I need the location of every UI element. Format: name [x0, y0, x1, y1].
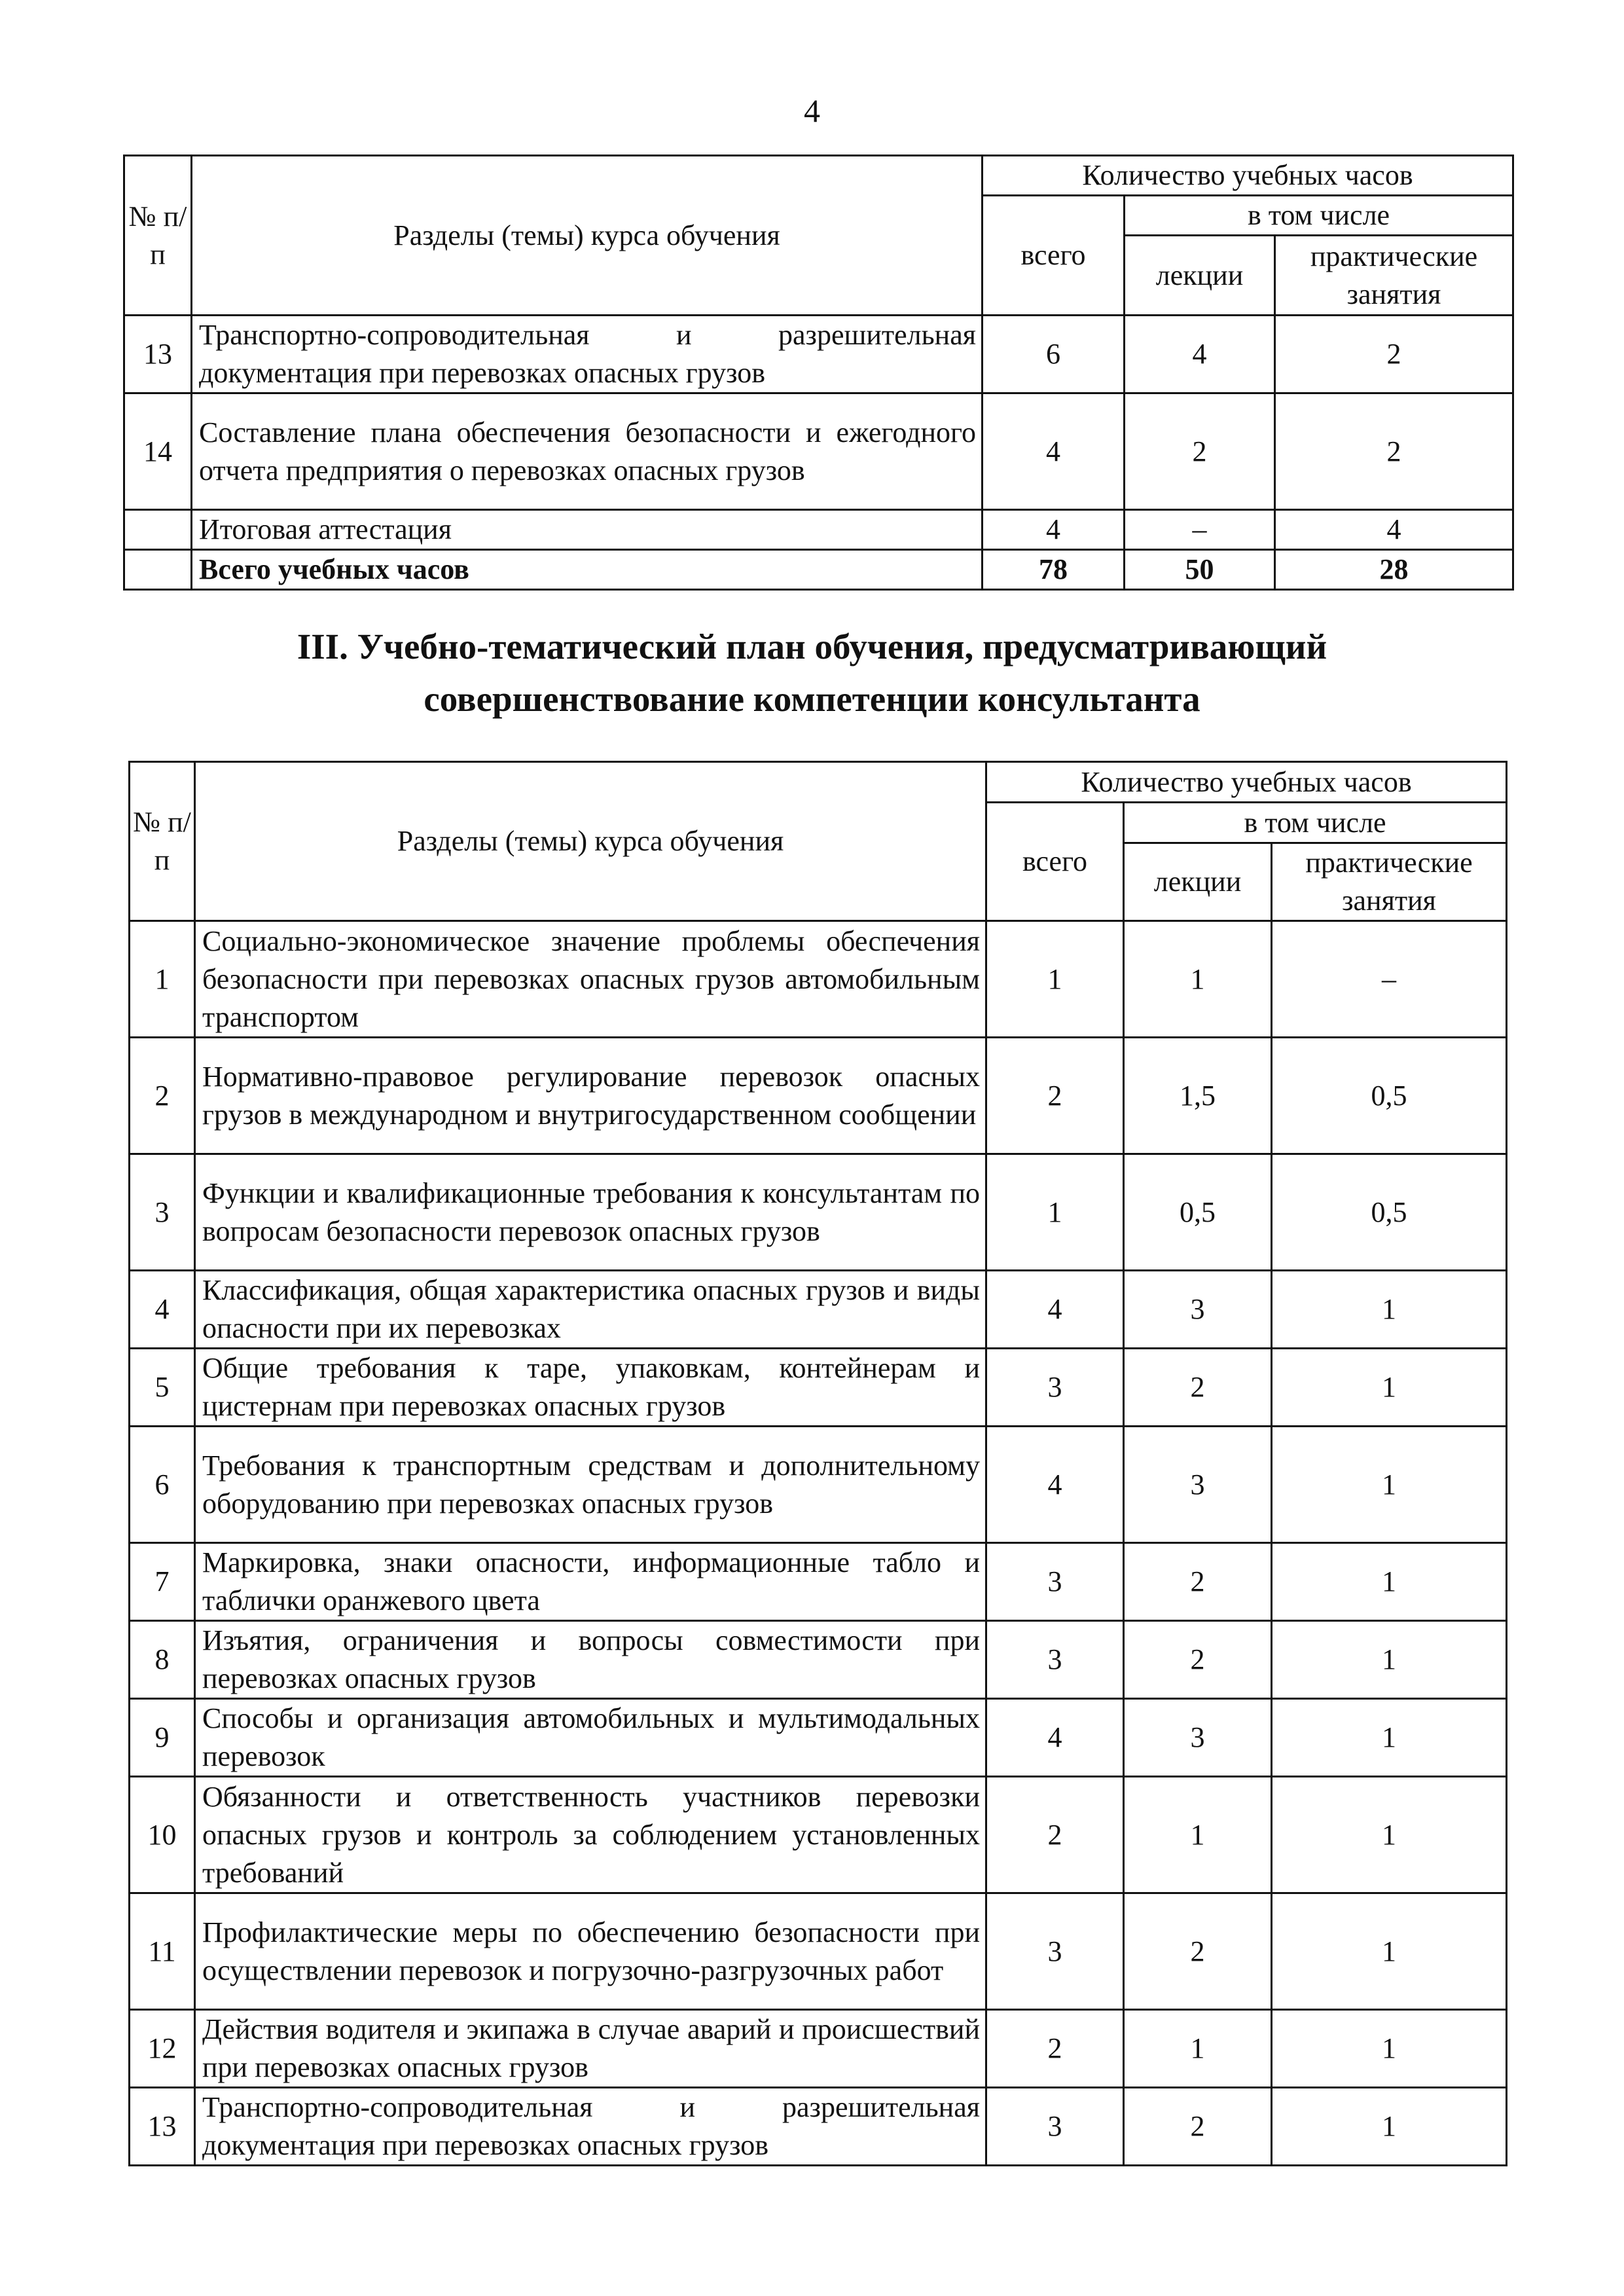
header-practice: практические занятия [1275, 236, 1513, 316]
row-total: 6 [983, 316, 1125, 393]
row-num: 11 [130, 1893, 195, 2010]
row-practice: 1 [1272, 1427, 1507, 1543]
header-including: в том числе [1125, 196, 1513, 236]
header-lectures: лекции [1125, 236, 1275, 316]
row-practice: 0,5 [1272, 1038, 1507, 1154]
row-name: Обязанности и ответственность участников перевозки опасных грузов и контроль за соблюдением установленных требований [195, 1777, 986, 1893]
row-total: 4 [986, 1427, 1124, 1543]
row-practice: 1 [1272, 2088, 1507, 2166]
row-name: Требования к транспортным средствам и дополнительному оборудованию при перевозках опасных грузов [195, 1427, 986, 1543]
row-practice: 1 [1272, 1543, 1507, 1621]
row-num: 4 [130, 1271, 195, 1349]
table-row [130, 1427, 1507, 1543]
row-practice: 2 [1275, 393, 1513, 510]
row-total: 3 [986, 1349, 1124, 1427]
row-practice: 0,5 [1272, 1154, 1507, 1271]
section-title [0, 621, 1624, 725]
row-total: 1 [986, 1154, 1124, 1271]
table-row [130, 1154, 1507, 1271]
row-practice: – [1272, 921, 1507, 1038]
row-num: 13 [130, 2088, 195, 2166]
row-lectures: 2 [1124, 1621, 1272, 1699]
summary-practice: 28 [1275, 550, 1513, 590]
row-name: Маркировка, знаки опасности, информационные табло и таблички оранжевого цвета [195, 1543, 986, 1621]
row-num: 8 [130, 1621, 195, 1699]
row-num: 2 [130, 1038, 195, 1154]
row-num: 12 [130, 2010, 195, 2088]
row-lectures: 2 [1124, 2088, 1272, 2166]
row-practice: 2 [1275, 316, 1513, 393]
row-name: Профилактические меры по обеспечению безопасности при осуществлении перевозок и погрузочно-разгрузочных работ [195, 1893, 986, 2010]
row-total: 4 [983, 393, 1125, 510]
table-row [130, 921, 1507, 1038]
row-name: Транспортно-сопроводительная и разрешительная документация при перевозках опасных грузов [195, 2088, 986, 2166]
row-lectures: 1,5 [1124, 1038, 1272, 1154]
header-sections: Разделы (темы) курса обучения [192, 156, 983, 316]
header-total: всего [983, 196, 1125, 316]
row-practice: 1 [1272, 1271, 1507, 1349]
table-row [130, 1038, 1507, 1154]
row-name: Составление плана обеспечения безопасности и ежегодного отчета предприятия о перевозках опасных грузов [192, 393, 983, 510]
row-lectures: 1 [1124, 1777, 1272, 1893]
section-title-line1: III. Учебно-тематический план обучения, предусматривающий [297, 627, 1327, 666]
row-num: 6 [130, 1427, 195, 1543]
row-total: 3 [986, 1543, 1124, 1621]
row-total: 4 [986, 1699, 1124, 1777]
row-total: 3 [986, 2088, 1124, 2166]
row-lectures: – [1125, 510, 1275, 550]
row-total: 3 [986, 1621, 1124, 1699]
hours-table-continued [123, 155, 1514, 591]
header-including: в том числе [1124, 803, 1507, 843]
section-title-line2: совершенствование компетенции консультанта [424, 679, 1200, 719]
row-total: 1 [986, 921, 1124, 1038]
table-row [130, 2010, 1507, 2088]
table-row [130, 1893, 1507, 2010]
row-lectures: 2 [1124, 1349, 1272, 1427]
row-practice: 1 [1272, 2010, 1507, 2088]
row-practice: 1 [1272, 1621, 1507, 1699]
row-num: 5 [130, 1349, 195, 1427]
row-practice: 1 [1272, 1893, 1507, 2010]
table-row [130, 1621, 1507, 1699]
row-total: 3 [986, 1893, 1124, 2010]
row-num: 3 [130, 1154, 195, 1271]
row-num: 14 [124, 393, 192, 510]
row-total: 2 [986, 2010, 1124, 2088]
summary-lectures: 50 [1125, 550, 1275, 590]
hours-table-consultant [128, 761, 1507, 2166]
row-num [124, 510, 192, 550]
table-row [124, 393, 1513, 510]
summary-name: Всего учебных часов [192, 550, 983, 590]
row-practice: 1 [1272, 1699, 1507, 1777]
row-name: Изъятия, ограничения и вопросы совместимости при перевозках опасных грузов [195, 1621, 986, 1699]
row-lectures: 1 [1124, 921, 1272, 1038]
row-lectures: 2 [1124, 1893, 1272, 2010]
row-practice: 1 [1272, 1777, 1507, 1893]
row-lectures: 3 [1124, 1271, 1272, 1349]
table-row [130, 1543, 1507, 1621]
header-sections: Разделы (темы) курса обучения [195, 762, 986, 921]
row-lectures: 2 [1124, 1543, 1272, 1621]
row-lectures: 4 [1125, 316, 1275, 393]
table-row [124, 510, 1513, 550]
row-lectures: 3 [1124, 1427, 1272, 1543]
header-num: № п/п [124, 156, 192, 316]
row-name: Транспортно-сопроводительная и разрешительная документация при перевозках опасных грузов [192, 316, 983, 393]
row-num: 10 [130, 1777, 195, 1893]
header-hours: Количество учебных часов [986, 762, 1507, 803]
row-name: Нормативно-правовое регулирование перевозок опасных грузов в международном и внутригосударственном сообщении [195, 1038, 986, 1154]
header-lectures: лекции [1124, 843, 1272, 921]
row-lectures: 1 [1124, 2010, 1272, 2088]
table-row [130, 2088, 1507, 2166]
row-total: 2 [986, 1038, 1124, 1154]
row-total: 2 [986, 1777, 1124, 1893]
header-hours: Количество учебных часов [983, 156, 1513, 196]
header-practice: практические занятия [1272, 843, 1507, 921]
row-name: Итоговая аттестация [192, 510, 983, 550]
table-row [130, 1349, 1507, 1427]
row-lectures: 3 [1124, 1699, 1272, 1777]
table-row [130, 1699, 1507, 1777]
row-num: 9 [130, 1699, 195, 1777]
row-total: 4 [986, 1271, 1124, 1349]
row-name: Действия водителя и экипажа в случае аварий и происшествий при перевозках опасных грузов [195, 2010, 986, 2088]
row-total: 4 [983, 510, 1125, 550]
row-practice: 1 [1272, 1349, 1507, 1427]
row-num: 7 [130, 1543, 195, 1621]
row-lectures: 2 [1125, 393, 1275, 510]
row-name: Функции и квалификационные требования к консультантам по вопросам безопасности перевозок опасных грузов [195, 1154, 986, 1271]
row-name: Общие требования к таре, упаковкам, контейнерам и цистернам при перевозках опасных грузов [195, 1349, 986, 1427]
summary-row [124, 550, 1513, 590]
row-name: Способы и организация автомобильных и мультимодальных перевозок [195, 1699, 986, 1777]
page-number: 4 [804, 92, 820, 129]
table-row [130, 1777, 1507, 1893]
header-total: всего [986, 803, 1124, 921]
table-row [130, 1271, 1507, 1349]
row-name: Социально-экономическое значение проблемы обеспечения безопасности при перевозках опасных грузов автомобильным транспортом [195, 921, 986, 1038]
row-num: 1 [130, 921, 195, 1038]
row-num: 13 [124, 316, 192, 393]
table-row [124, 316, 1513, 393]
row-practice: 4 [1275, 510, 1513, 550]
row-lectures: 0,5 [1124, 1154, 1272, 1271]
summary-total: 78 [983, 550, 1125, 590]
row-name: Классификация, общая характеристика опасных грузов и виды опасности при их перевозках [195, 1271, 986, 1349]
header-num: № п/п [130, 762, 195, 921]
